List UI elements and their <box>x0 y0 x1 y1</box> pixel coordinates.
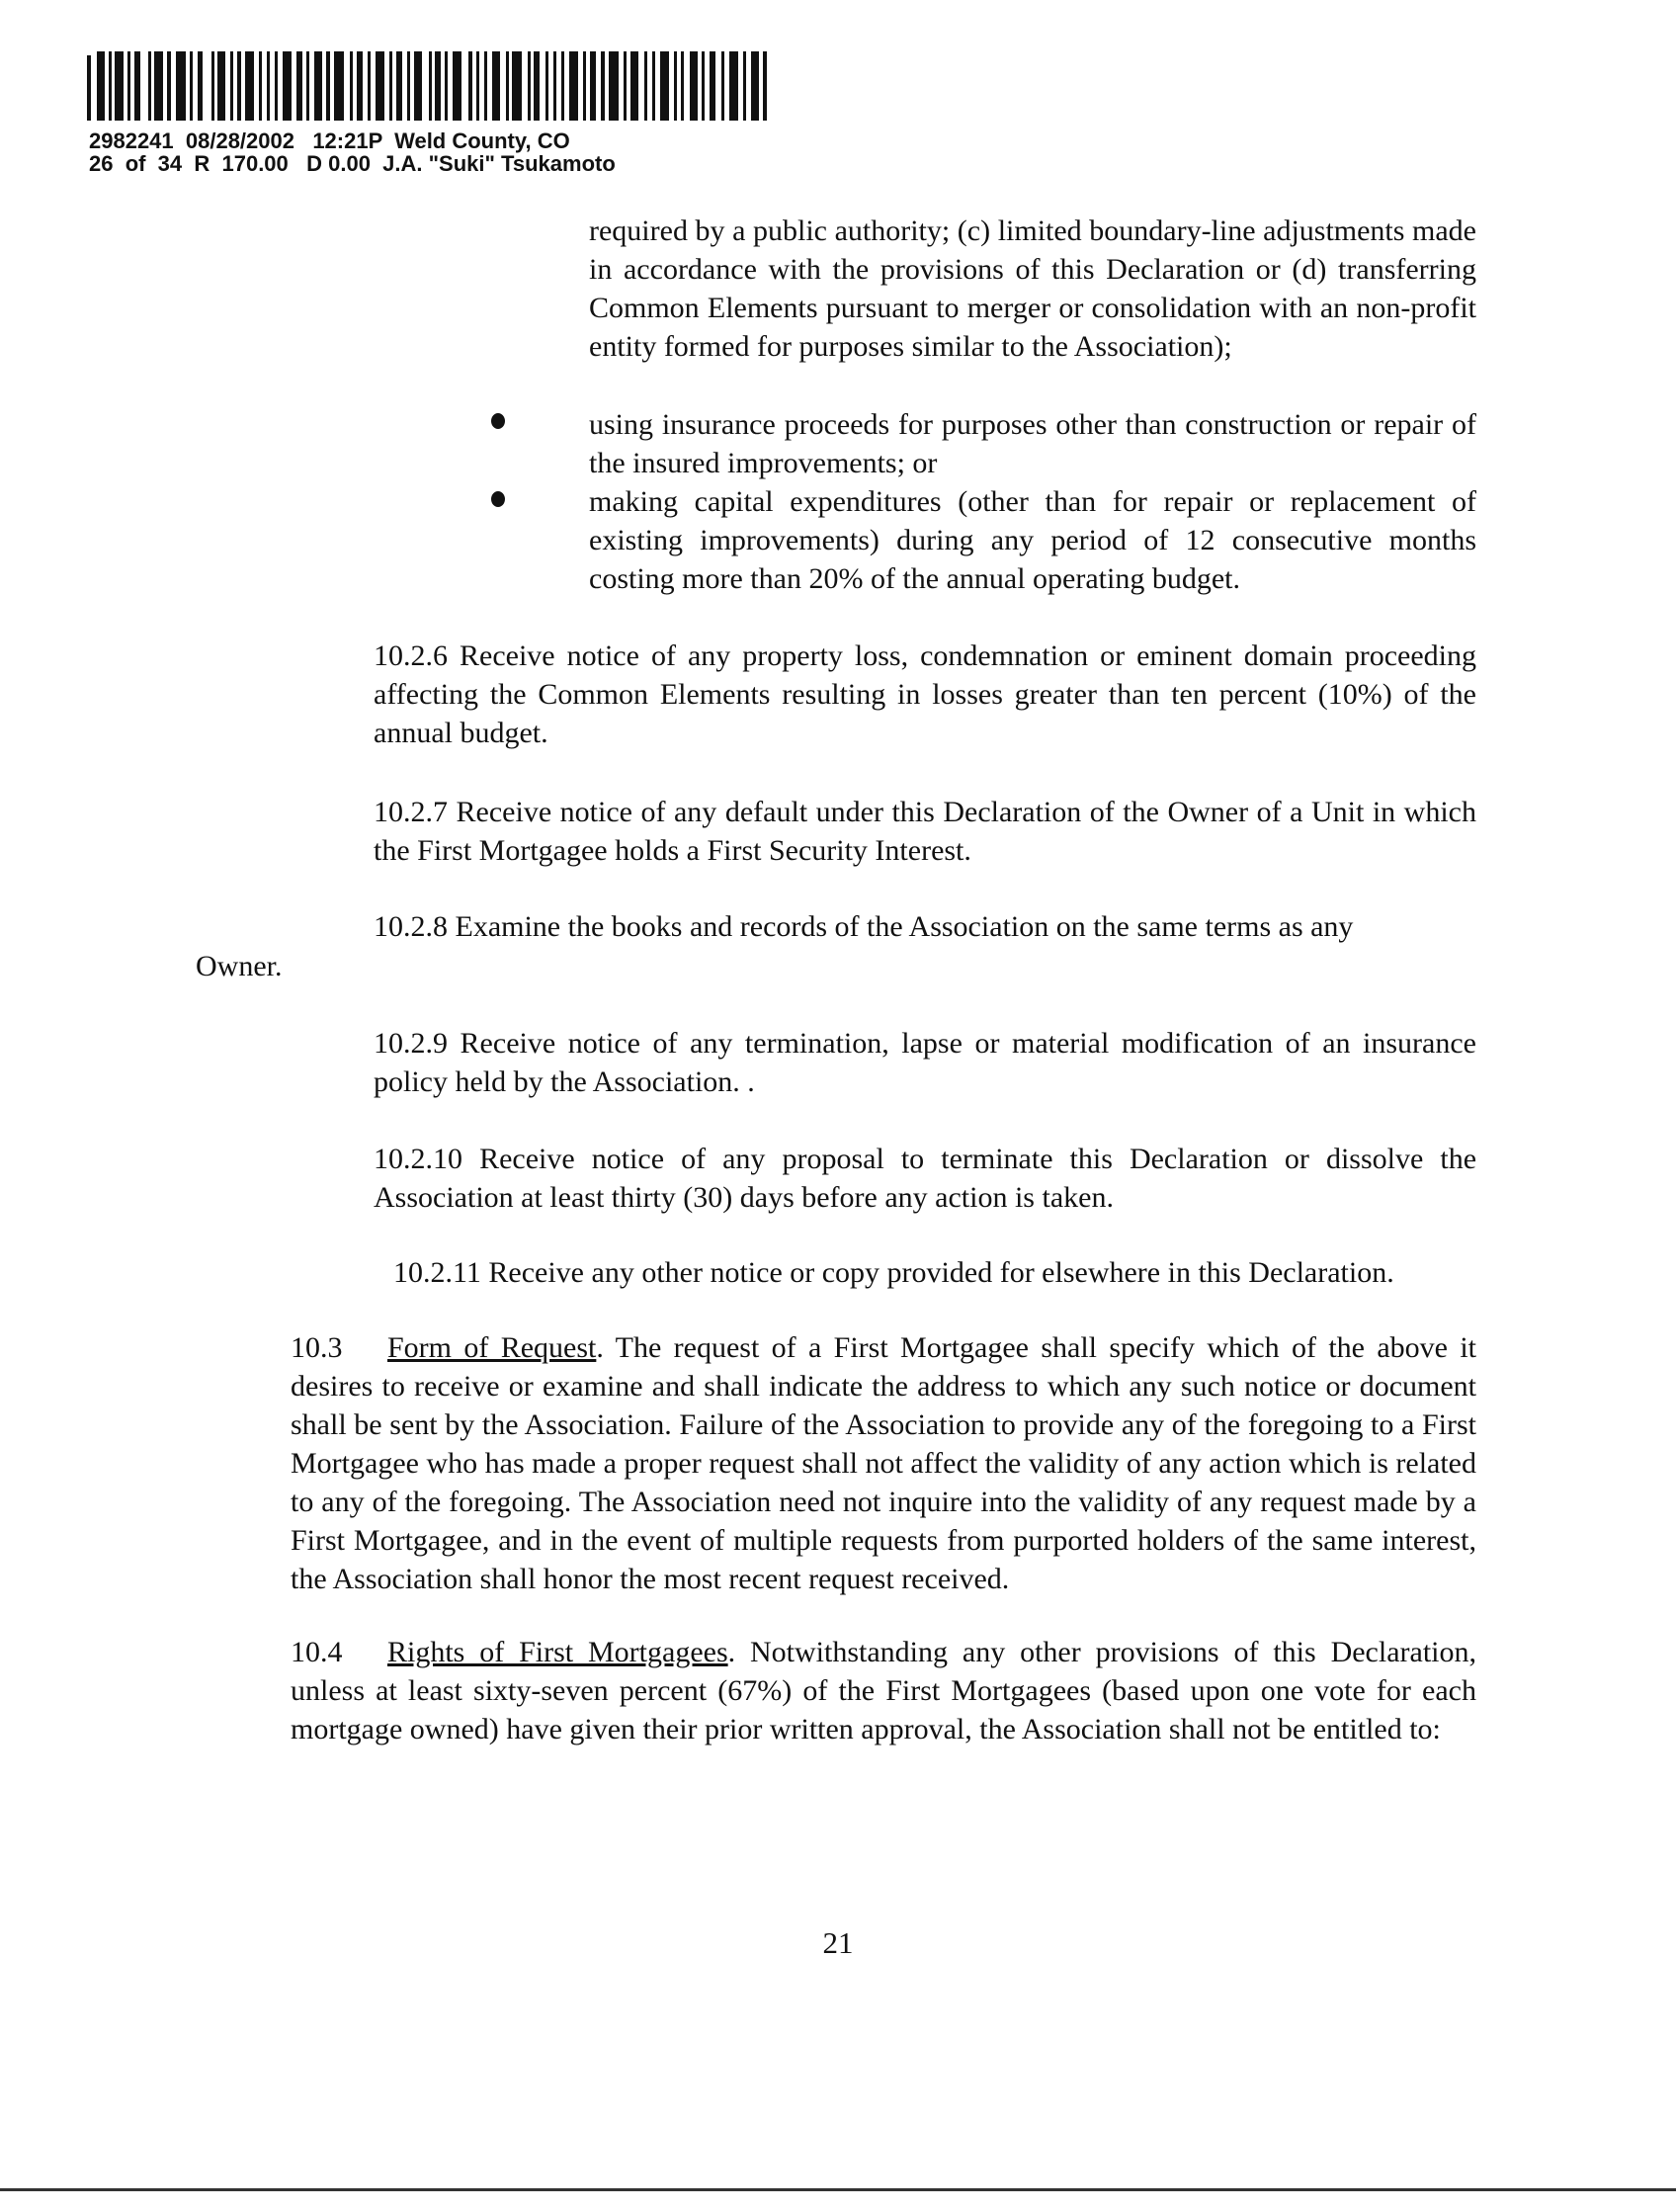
section-text: Receive notice of any property loss, condemnation or eminent domain proceeding affecting the Common Elements resulting in losses greater than ten percent (10%) of the annual budget. <box>374 639 1476 749</box>
section-text: . The request of a First Mortgagee shall specify which of the above it desires to receive or examine and shall indicate the address to which any such notice or document shall be sent by the Association. Failure of the Association to provide any of the foregoing to a First Mortgagee who has made a proper request shall not affect the validity of any action which is related to any of the foregoing. The Association need not inquire into the validity of any request made by a First Mortgagee, and in the event of multiple requests from purported holders of the same interest, the Association shall honor the most recent request received. <box>291 1331 1476 1595</box>
bullet-icon <box>491 413 505 429</box>
scan-edge-divider <box>0 2188 1676 2191</box>
continuation-text: required by a public authority; (c) limited boundary-line adjustments made in accordance with the provisions of this Declaration or (d) transferring Common Elements pursuant to merger or consolidation with an non-profit entity formed for purposes similar to the Association); <box>589 214 1476 363</box>
section-number: 10.2.7 <box>374 796 448 828</box>
section-10-4 <box>196 1633 1476 1748</box>
section-10-2-8-tail: Owner. <box>196 950 283 982</box>
section-number: 10.4 <box>291 1636 343 1668</box>
section-10-2-6 <box>196 637 1476 752</box>
section-number: 10.2.8 <box>374 910 448 943</box>
section-text: Receive any other notice or copy provided for elsewhere in this Declaration. <box>488 1256 1394 1289</box>
section-heading: Form of Request <box>387 1331 597 1364</box>
bullet-item-1-text: using insurance proceeds for purposes other than construction or repair of the insured improvements; or <box>589 408 1476 479</box>
bullet-item-1 <box>589 405 1476 482</box>
bullet-item-2 <box>589 482 1476 598</box>
section-text: Receive notice of any default under this Declaration of the Owner of a Unit in which the First Mortgagee holds a First Security Interest. <box>374 796 1476 867</box>
recording-stamp-line-1: 2982241 08/28/2002 12:21P Weld County, CO <box>89 128 570 153</box>
section-10-2-7 <box>196 793 1476 870</box>
bullet-icon <box>491 491 505 507</box>
section-10-2-9 <box>196 1024 1476 1101</box>
section-10-2-10 <box>196 1140 1476 1217</box>
section-number: 10.2.9 <box>374 1027 448 1060</box>
barcode-icon <box>87 51 769 123</box>
section-number: 10.2.11 <box>393 1256 481 1289</box>
section-number: 10.2.6 <box>374 639 448 672</box>
section-heading: Rights of First Mortgagees <box>387 1636 728 1668</box>
section-10-2-11 <box>393 1253 1394 1292</box>
continuation-paragraph <box>589 212 1476 366</box>
section-number: 10.2.10 <box>374 1143 462 1175</box>
section-text: Receive notice of any termination, lapse or material modification of an insurance policy held by the Association. . <box>374 1027 1476 1098</box>
section-number: 10.3 <box>291 1331 343 1364</box>
bullet-item-2-text: making capital expenditures (other than for repair or replacement of existing improvements) during any period of 12 consecutive months costing more than 20% of the annual operating budget. <box>589 485 1476 595</box>
section-10-3 <box>196 1328 1476 1598</box>
section-text: . Notwithstanding any other provisions of this Declaration, unless at least sixty-seven percent (67%) of the First Mortgagees (based upon one vote for each mortgage owned) have given their prior written approval, the Association shall not be entitled to: <box>291 1636 1476 1745</box>
recording-stamp-line-2: 26 of 34 R 170.00 D 0.00 J.A. "Suki" Tsukamoto <box>89 151 616 176</box>
section-text: Receive notice of any proposal to terminate this Declaration or dissolve the Association at least thirty (30) days before any action is taken. <box>374 1143 1477 1214</box>
section-text: Examine the books and records of the Association on the same terms as any <box>455 910 1354 943</box>
section-10-2-8 <box>196 907 1476 946</box>
page-number: 21 <box>822 1925 854 1960</box>
